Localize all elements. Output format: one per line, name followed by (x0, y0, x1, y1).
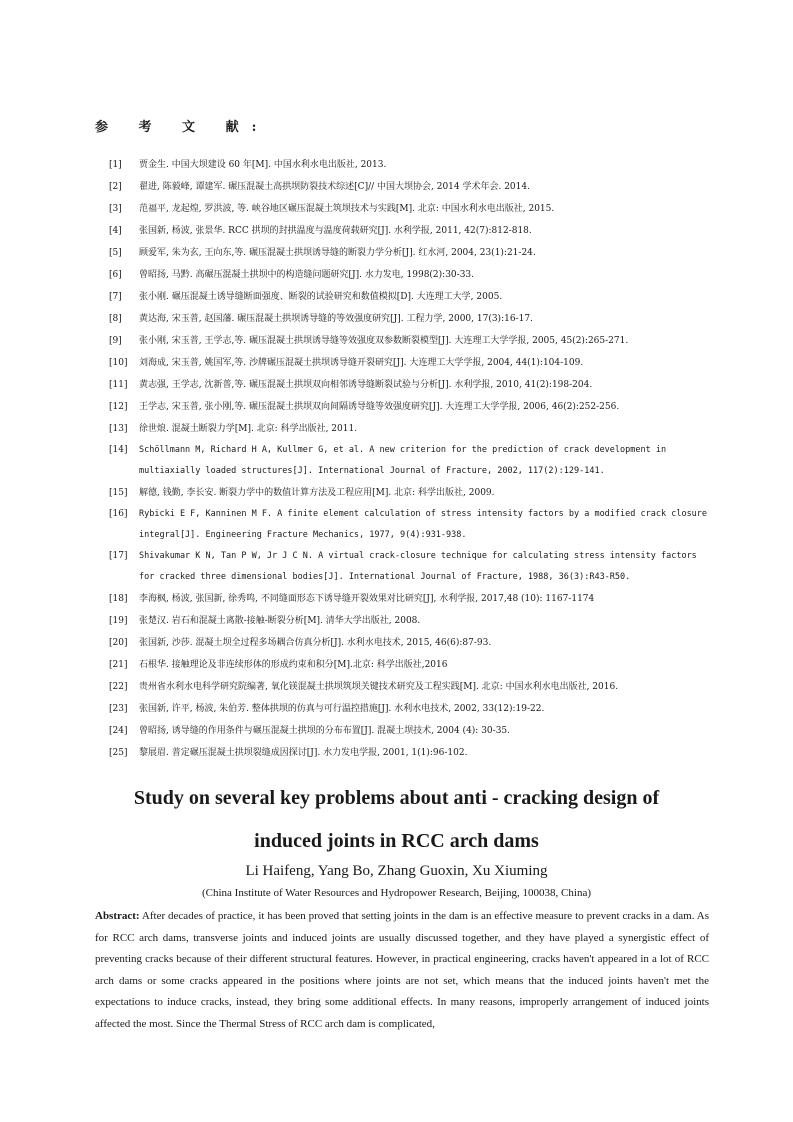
reference-number: [2] (109, 182, 122, 192)
reference-number: [24] (109, 726, 128, 736)
reference-number: [22] (109, 682, 128, 692)
reference-text: 张楚汉. 岩石和混凝土离散-接触-断裂分析[M]. 清华大学出版社, 2008. (139, 616, 421, 626)
reference-text: 范福平, 龙起煌, 罗洪波, 等. 峡谷地区碾压混凝土筑坝技术与实践[M]. 北京: 中国水利水电出版社, 2015. (139, 204, 555, 214)
abstract-text: After decades of practice, it has been proved that setting joints in the dam is an effective measure to prevent cracks in a dam. As for RCC arch dams, transverse joints and induced joints are usually discussed together, and they have played a synergistic effect of preventing cracks because of their different structural features. However, in practical engineering, cracks haven't appeared in a lot of RCC arch dams or some cracks appeared in the positions where joints are not set, which means that the induced joints haven't met the expectations to induce cracks, instead, they bring some additional effects. In many reasons, improperly arrangement of induced joints affected the most. Since the Thermal Stress of RCC arch dam is complicated, (95, 910, 709, 1030)
reference-text: 徐世烺. 混凝土断裂力学[M]. 北京: 科学出版社, 2011. (139, 424, 358, 434)
english-title-line-1: Study on several key problems about anti - cracking design of (133, 787, 660, 809)
reference-item (109, 742, 709, 764)
english-abstract (95, 906, 709, 1036)
reference-item (109, 654, 709, 676)
reference-number: [7] (109, 292, 122, 302)
reference-text: 曾昭扬, 诱导缝的作用条件与碾压混凝土拱坝的分布布置[J]. 混凝土坝技术, 2004 (4): 30-35. (139, 726, 511, 736)
reference-text: Shivakumar K N, Tan P W, Jr J C N. A virtual crack-closure technique for calculating stress intensity factors for cracked three dimensional bodies[J]. International Journal of Fracture, 1988, 36(3):R43-R50. (139, 551, 697, 582)
reference-text: 解德, 钱勤, 李长安. 断裂力学中的数值计算方法及工程应用[M]. 北京: 科学出版社, 2009. (139, 488, 495, 498)
reference-item (109, 546, 709, 588)
english-authors: Li Haifeng, Yang Bo, Zhang Guoxin, Xu Xiuming (245, 863, 548, 879)
reference-item (109, 264, 709, 286)
reference-text: 王学志, 宋玉普, 张小刚,等. 碾压混凝土拱坝双向间隔诱导缝等效强度研究[J]. 大连理工大学学报, 2006, 46(2):252-256. (139, 402, 620, 412)
reference-item (109, 610, 709, 632)
reference-number: [6] (109, 270, 122, 280)
reference-number: [19] (109, 616, 128, 626)
reference-item (109, 676, 709, 698)
reference-text: 贵州省水利水电科学研究院编著, 氧化镁混凝土拱坝筑坝关键技术研究及工程实践[M]. 北京: 中国水利水电出版社, 2016. (139, 682, 619, 692)
reference-number: [12] (109, 402, 128, 412)
reference-text: 翟进, 陈毅峰, 谭建军. 碾压混凝土高拱坝防裂技术综述[C]// 中国大坝协会, 2014 学术年会. 2014. (139, 182, 530, 192)
reference-text: 黄志强, 王学志, 沈新普,等. 碾压混凝土拱坝双向相邻诱导缝断裂试验与分析[J]. 水利学报, 2010, 41(2):198-204. (139, 380, 593, 390)
reference-item (109, 198, 709, 220)
reference-number: [8] (109, 314, 122, 324)
reference-item (109, 286, 709, 308)
reference-number: [17] (109, 551, 128, 561)
reference-number: [23] (109, 704, 128, 714)
reference-text: 李海枫, 杨波, 张国新, 徐秀鸣, 不同缝面形态下诱导缝开裂效果对比研究[J], 水利学报, 2017,48 (10): 1167-1174 (139, 594, 595, 604)
reference-text: 顾爱军, 朱为玄, 王向东,等. 碾压混凝土拱坝诱导缝的断裂力学分析[J]. 红水河, 2004, 23(1):21-24. (139, 248, 536, 258)
reference-item (109, 588, 709, 610)
reference-number: [10] (109, 358, 128, 368)
reference-number: [15] (109, 488, 128, 498)
reference-text: 黎展眉. 普定碾压混凝土拱坝裂缝成因探讨[J]. 水力发电学报, 2001, 1(1):96-102. (139, 748, 468, 758)
reference-text: 贾金生. 中国大坝建设 60 年[M]. 中国水利水电出版社, 2013. (139, 160, 387, 170)
reference-number: [25] (109, 748, 128, 758)
reference-item (109, 418, 709, 440)
reference-text: 张国新, 许平, 杨波, 朱伯芳. 整体拱坝的仿真与可行温控措施[J]. 水利水电技术, 2002, 33(12):19-22. (139, 704, 545, 714)
reference-number: [13] (109, 424, 128, 434)
reference-item (109, 720, 709, 742)
reference-item (109, 220, 709, 242)
reference-number: [9] (109, 336, 122, 346)
reference-text: 张小刚. 碾压混凝土诱导缝断面强度、断裂的试验研究和数值模拟[D]. 大连理工大学, 2005. (139, 292, 503, 302)
reference-list (109, 154, 709, 764)
reference-item (109, 698, 709, 720)
reference-item (109, 504, 709, 546)
reference-number: [3] (109, 204, 122, 214)
reference-item (109, 154, 709, 176)
reference-item (109, 482, 709, 504)
reference-item (109, 352, 709, 374)
reference-text: Schöllmann M, Richard H A, Kullmer G, et al. A new criterion for the prediction of crack development in multiaxially loaded structures[J]. International Journal of Fracture, 2002, 117(2):129-141. (139, 445, 667, 476)
reference-item (109, 374, 709, 396)
reference-text: 张国新, 沙莎. 混凝土坝全过程多场耦合仿真分析[J]. 水利水电技术, 2015, 46(6):87-93. (139, 638, 492, 648)
reference-text: 刘海成, 宋玉普, 姚国军,等. 沙牌碾压混凝土拱坝诱导缝开裂研究[J]. 大连理工大学学报, 2004, 44(1):104-109. (139, 358, 584, 368)
reference-number: [4] (109, 226, 122, 236)
reference-item (109, 308, 709, 330)
reference-number: [11] (109, 380, 128, 390)
reference-number: [21] (109, 660, 128, 670)
reference-item (109, 632, 709, 654)
abstract-label: Abstract: (95, 910, 140, 922)
english-title-line-2: induced joints in RCC arch dams (254, 830, 539, 852)
reference-text: Rybicki E F, Kanninen M F. A finite element calculation of stress intensity factors by a modified crack closure integral[J]. Engineering Fracture Mechanics, 1977, 9(4):931-938. (139, 509, 708, 540)
reference-item (109, 396, 709, 418)
reference-item (109, 440, 709, 482)
reference-text: 石根华. 接触理论及非连续形体的形成约束和积分[M].北京: 科学出版社,2016 (139, 660, 448, 670)
english-affiliation: (China Institute of Water Resources and Hydropower Research, Beijing, 100038, China) (201, 887, 591, 899)
reference-item (109, 176, 709, 198)
reference-item (109, 330, 709, 352)
reference-number: [16] (109, 509, 128, 519)
reference-number: [5] (109, 248, 122, 258)
reference-number: [18] (109, 594, 128, 604)
reference-item (109, 242, 709, 264)
reference-number: [20] (109, 638, 128, 648)
reference-text: 张小刚, 宋玉普, 王学志,等. 碾压混凝土拱坝诱导缝等效强度双参数断裂模型[J]. 大连理工大学学报, 2005, 45(2):265-271. (139, 336, 629, 346)
reference-number: [14] (109, 445, 128, 455)
reference-text: 张国新, 杨波, 张景华. RCC 拱坝的封拱温度与温度荷载研究[J]. 水利学报, 2011, 42(7):812-818. (139, 226, 532, 236)
reference-text: 曾昭扬, 马黔. 高碾压混凝土拱坝中的构造缝问题研究[J]. 水力发电, 1998(2):30-33. (139, 270, 475, 280)
reference-number: [1] (109, 160, 122, 170)
reference-text: 黄达海, 宋玉普, 赵国藩. 碾压混凝土拱坝诱导缝的等效强度研究[J]. 工程力学, 2000, 17(3):16-17. (139, 314, 533, 324)
references-heading: 参 考 文 献: (95, 120, 270, 135)
